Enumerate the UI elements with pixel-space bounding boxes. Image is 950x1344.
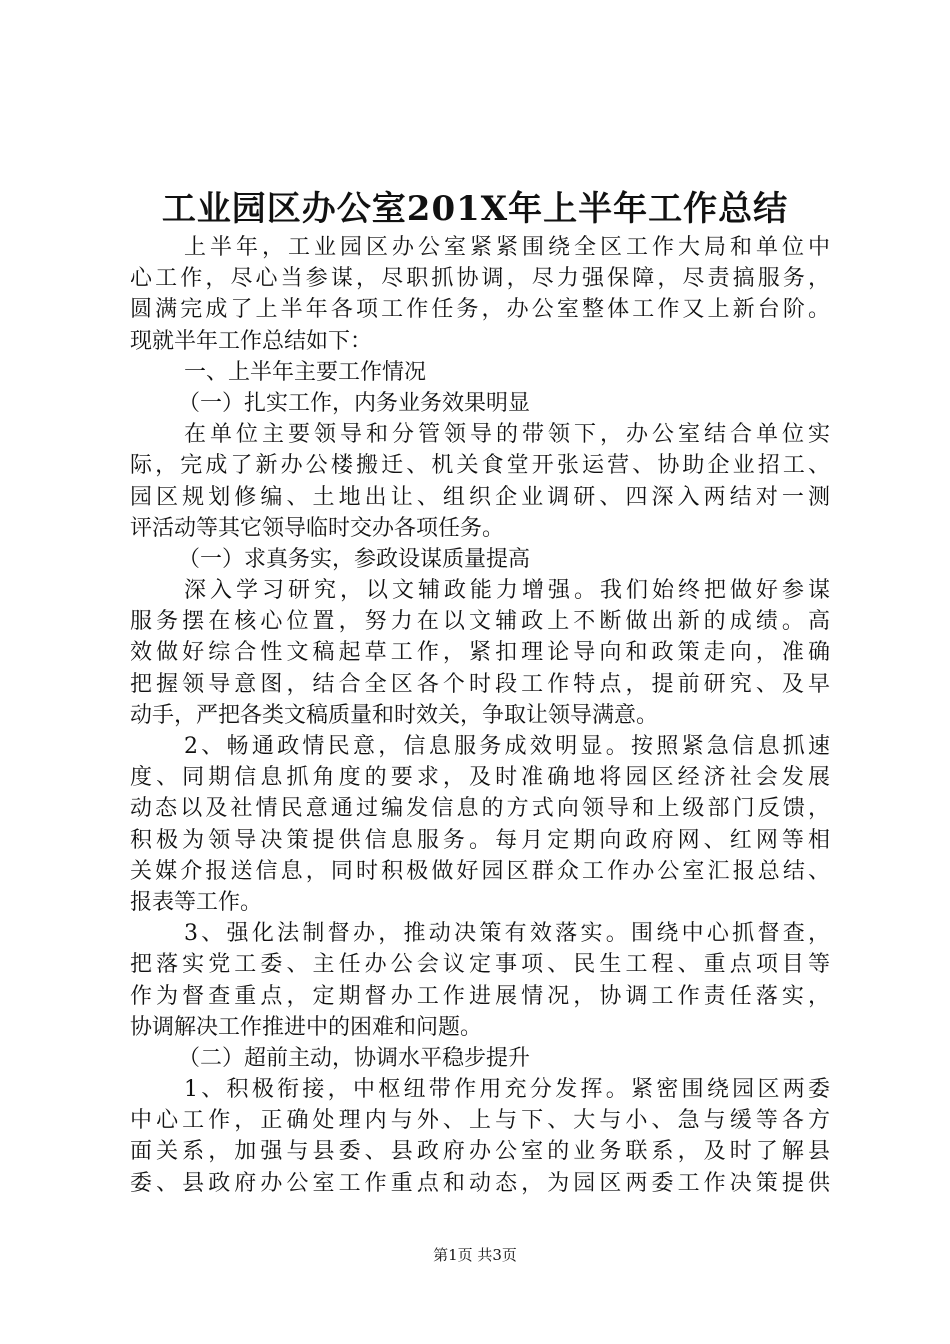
section-heading: 一、上半年主要工作情况 (184, 359, 427, 385)
text-line: 效做好综合性文稿起草工作，紧扣理论导向和政策走向，准确 (130, 640, 830, 666)
text-line: 评活动等其它领导临时交办各项任务。 (130, 515, 505, 541)
text-line: 现就半年工作总结如下： (130, 328, 373, 354)
text-line: 在单位主要领导和分管领导的带领下，办公室结合单位实 (184, 422, 830, 448)
text-line: 动态以及社情民意通过编发信息的方式向领导和上级部门反馈， (130, 796, 830, 822)
text-line: 协调解决工作推进中的困难和问题。 (130, 1014, 483, 1040)
text-line: 3、强化法制督办，推动决策有效落实。围绕中心抓督查， (184, 921, 830, 947)
text-line: 园区规划修编、土地出让、组织企业调研、四深入两结对一测 (130, 484, 830, 510)
text-line: 把握领导意图，结合全区各个时段工作特点，提前研究、及早 (130, 671, 830, 697)
subsection-heading: （一）扎实工作，内务业务效果明显 (178, 390, 531, 416)
subsection-heading: （一）求真务实，参政设谋质量提高 (178, 546, 531, 572)
text-line: 2、畅通政情民意，信息服务成效明显。按照紧急信息抓速 (184, 734, 830, 759)
text-line: 圆满完成了上半年各项工作任务，办公室整体工作又上新台阶。 (130, 297, 830, 323)
document-body (130, 232, 830, 1199)
text-line: 际，完成了新办公楼搬迁、机关食堂开张运营、协助企业招工、 (130, 453, 830, 479)
text-line: 委、县政府办公室工作重点和动态，为园区两委工作决策提供 (130, 1170, 830, 1196)
text-line: 心工作，尽心当参谋，尽职抓协调，尽力强保障，尽责搞服务， (130, 266, 830, 292)
text-line: 报表等工作。 (130, 889, 263, 915)
text-line: 度、同期信息抓角度的要求，及时准确地将园区经济社会发展 (130, 765, 830, 791)
text-line: 深入学习研究，以文辅政能力增强。我们始终把做好参谋 (184, 578, 830, 604)
subsection-heading: （二）超前主动，协调水平稳步提升 (178, 1045, 531, 1071)
text-line: 关媒介报送信息，同时积极做好园区群众工作办公室汇报总结、 (130, 858, 830, 884)
text-line: 上半年，工业园区办公室紧紧围绕全区工作大局和单位中 (184, 235, 830, 260)
text-line: 面关系，加强与县委、县政府办公室的业务联系，及时了解县 (130, 1139, 830, 1165)
text-line: 动手，严把各类文稿质量和时效关，争取让领导满意。 (130, 702, 659, 728)
page-footer: 第1页 共3页 (433, 1246, 517, 1264)
text-line: 积极为领导决策提供信息服务。每月定期向政府网、红网等相 (130, 827, 830, 853)
text-line: 把落实党工委、主任办公会议定事项、民生工程、重点项目等 (130, 952, 830, 978)
text-line: 服务摆在核心位置，努力在以文辅政上不断做出新的成绩。高 (130, 609, 830, 635)
text-line: 作为督查重点，定期督办工作进展情况，协调工作责任落实， (130, 983, 830, 1009)
document-title: 工业园区办公室201X年上半年工作总结 (161, 189, 789, 229)
text-line: 中心工作，正确处理内与外、上与下、大与小、急与缓等各方 (130, 1108, 830, 1134)
text-line: 1、积极衔接，中枢纽带作用充分发挥。紧密围绕园区两委 (184, 1077, 830, 1103)
